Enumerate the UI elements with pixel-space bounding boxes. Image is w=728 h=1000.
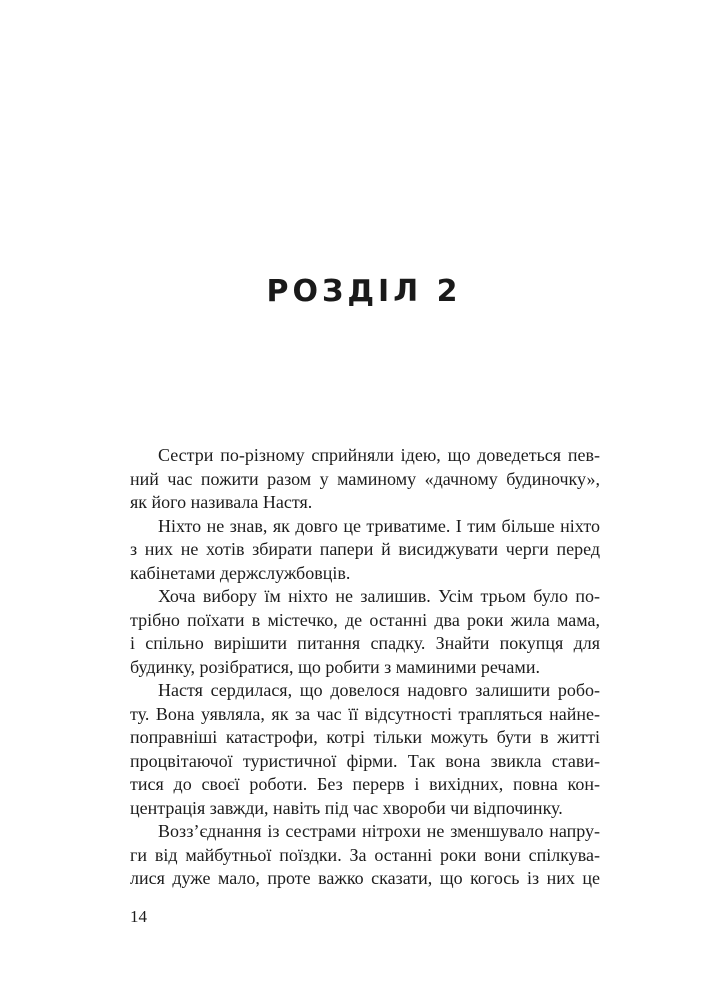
text-line: Сестри по-різному сприйняли ідею, що доведеться пев- [158,445,600,465]
body-text [130,444,600,891]
text-line: лися дуже мало, проте важко сказати, що когось із них це [130,868,600,888]
chapter-title: РОЗДІЛ 2 [266,274,462,309]
page-number: 14 [130,907,147,926]
text-line: ги від майбутньої поїздки. За останні роки вони спілкува- [130,844,600,865]
text-line: Настя сердилася, що довелося надовго залишити робо- [158,680,600,700]
text-line: з них не хотів збирати папери й висиджувати черги перед [130,539,600,559]
text-line: ту. Вона уявляла, як за час її відсутності трапляться найне- [130,703,600,724]
text-line: Возз’єднання із сестрами нітрохи не зменшувало напру- [158,821,600,841]
text-line: поправніші катастрофи, котрі тільки можуть бути в житті [130,727,600,747]
text-line: трібно поїхати в містечко, де останні два роки жила мама, [130,609,600,630]
text-line: Хоча вибору їм ніхто не залишив. Усім трьом було по- [158,586,600,606]
text-line: процвітаючої туристичної фірми. Так вона звикла стави- [130,750,600,771]
text-line: як його називала Настя. [130,492,313,512]
text-line: кабінетами держслужбовців. [130,562,351,583]
text-line: і спільно вирішити питання спадку. Знайти покупця для [130,633,600,653]
text-line: будинку, розібратися, що робити з маминими речами. [130,656,540,677]
text-line: центрація завжди, навіть під час хвороби чи відпочинку. [130,797,563,818]
text-line: тися до своєї роботи. Без перерв і вихідних, повна кон- [130,774,600,794]
text-line: Ніхто не знав, як довго це триватиме. І тим більше ніхто [158,515,600,536]
text-line: ний час пожити разом у маминому «дачному будиночку», [130,468,600,489]
